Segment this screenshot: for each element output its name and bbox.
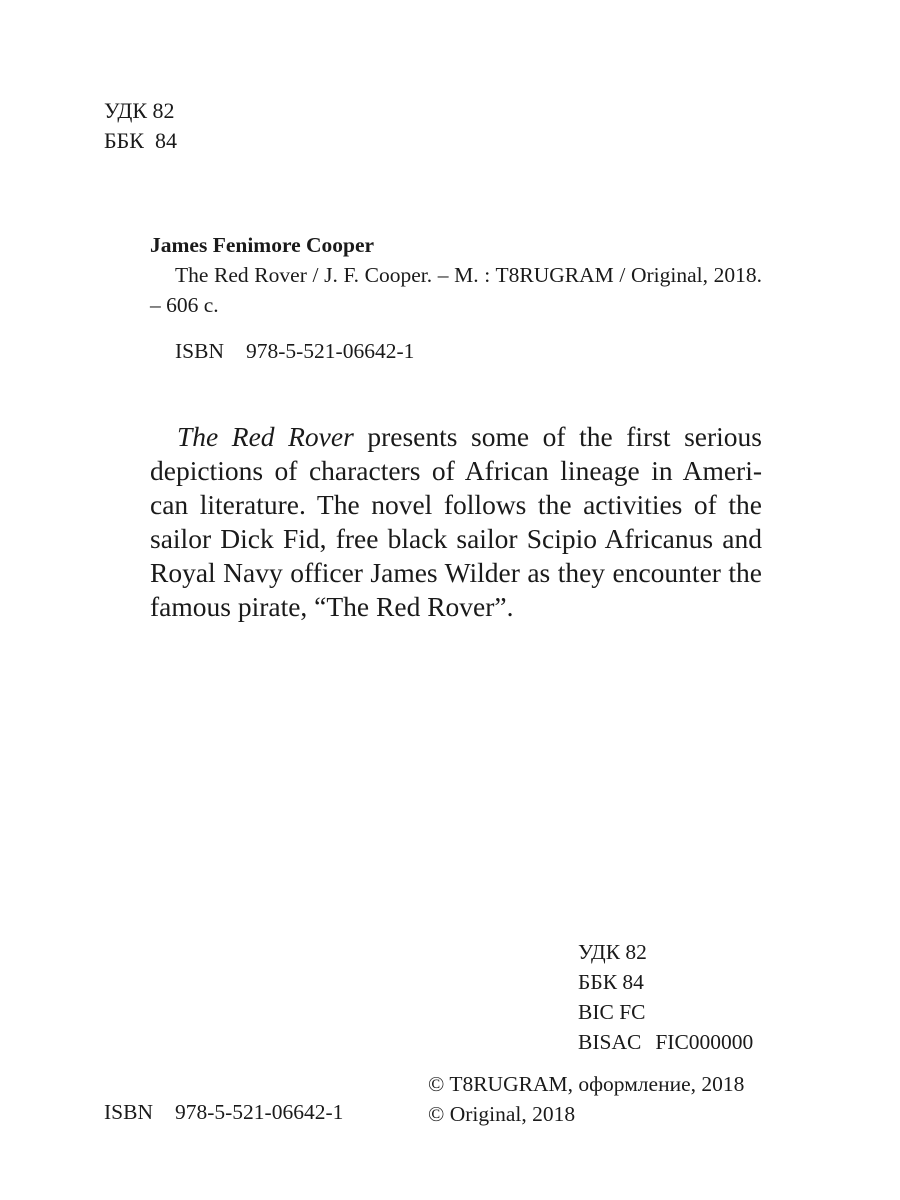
isbn-entry	[175, 336, 414, 366]
isbn-label: ISBN	[175, 339, 224, 363]
bic-code: BIC FC	[578, 1000, 646, 1024]
top-classification-codes	[104, 96, 177, 156]
bibliographic-description: The Red Rover / J. F. Cooper. – M. : T8RUGRAM / Original, 2018. – 606 c.	[150, 263, 762, 317]
bisac-code: FIC000000	[655, 1030, 754, 1054]
isbn-label-bottom: ISBN	[104, 1100, 153, 1124]
copyright-design: © T8RUGRAM, оформление, 2018	[428, 1072, 745, 1096]
annotation-text-part-1: presents some of the first serious depictions of characters of African lineage in Ameri-	[150, 420, 762, 486]
bisac-label: BISAC	[578, 1030, 642, 1054]
udk-code-bottom: УДК 82	[578, 940, 647, 964]
bisac-line	[578, 1027, 753, 1057]
copyright-original: © Original, 2018	[428, 1102, 576, 1126]
isbn-number-bottom: 978-5-521-06642-1	[174, 1100, 344, 1124]
bibliographic-entry	[150, 230, 762, 320]
bbk-code-bottom: ББК 84	[578, 970, 644, 994]
annotation-text-part-2: can literature. The novel follows the activities of the sailor Dick Fid, free black sailor Scipio Africanus and Royal Navy officer James Wilder as they encounter the famous pirate, “The Red Rover”.	[150, 488, 762, 622]
isbn-number: 978-5-521-06642-1	[245, 339, 415, 363]
annotation-book-title: The Red Rover	[177, 420, 354, 452]
isbn-imprint	[104, 1097, 343, 1127]
bottom-classification-codes	[578, 937, 753, 1057]
author-name: James Fenimore Cooper	[150, 233, 375, 257]
annotation-paragraph	[150, 420, 762, 624]
bbk-code: ББК 84	[104, 128, 177, 153]
udk-code: УДК 82	[104, 98, 175, 123]
copyright-notices	[428, 1069, 744, 1129]
